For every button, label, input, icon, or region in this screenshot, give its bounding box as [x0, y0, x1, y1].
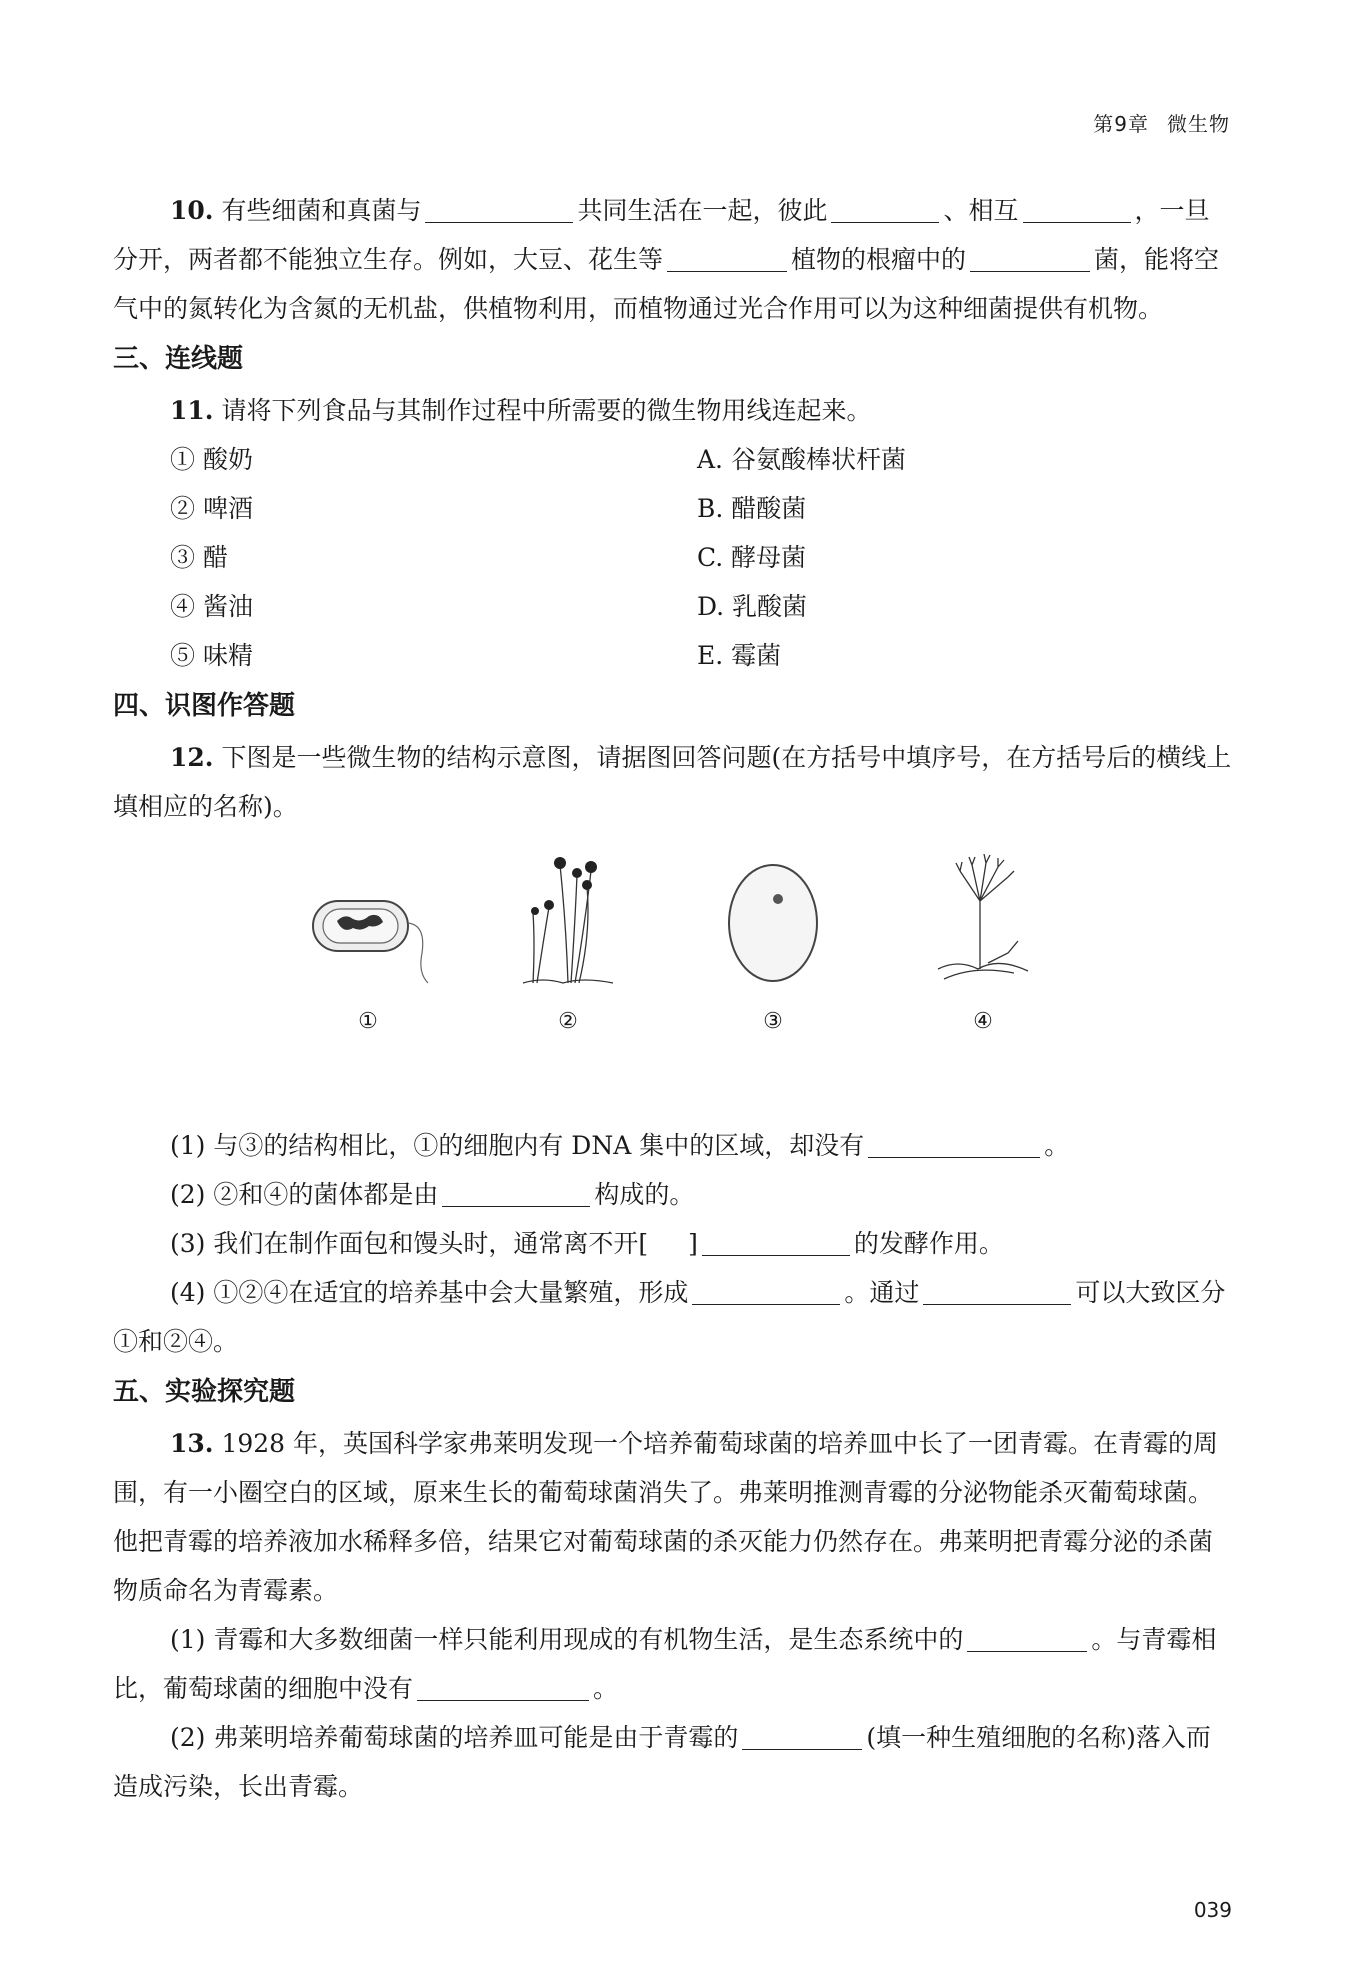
microbe-item[interactable]: E. 霉菌 [697, 641, 782, 670]
penicillium-illustration [928, 851, 1038, 991]
matching-columns [170, 435, 1233, 680]
bacterium-illustration [303, 851, 433, 991]
text-run: 。与青霉相比，葡萄球菌的细胞中没有 [113, 1625, 1217, 1703]
bracket-open: [ [638, 1229, 649, 1258]
section-heading: 三、连线题 [113, 344, 244, 374]
yeast-illustration [718, 851, 828, 991]
figure-mold-mucor [513, 851, 623, 1037]
bracket-close: ] [688, 1229, 698, 1258]
food-item[interactable]: ③ 醋 [170, 543, 228, 572]
answer-blank[interactable] [442, 1181, 590, 1207]
text-run: 可以大致区分①和②④。 [113, 1278, 1226, 1356]
answer-blank[interactable] [1023, 197, 1131, 223]
figure-yeast [718, 851, 828, 1037]
text-run: 。 [1044, 1131, 1070, 1160]
text-run: 。通过 [844, 1278, 920, 1307]
question-11 [113, 386, 1233, 435]
question-number: 10. [170, 196, 214, 225]
q12-subquestion-2 [113, 1170, 1233, 1219]
question-number: 13. [170, 1429, 214, 1458]
question-10 [113, 186, 1233, 333]
chapter-number: 第9章 [1093, 112, 1149, 136]
food-item[interactable]: ② 啤酒 [170, 494, 253, 523]
microbe-column [697, 435, 906, 680]
text-run: 共同生活在一起，彼此 [577, 196, 828, 225]
q12-subquestion-1 [113, 1121, 1233, 1170]
figure-caption: ② [558, 1009, 578, 1034]
text-run: (2) 弗莱明培养葡萄球菌的培养皿可能是由于青霉的 [170, 1723, 739, 1752]
answer-blank[interactable] [970, 246, 1090, 272]
question-number: 11. [170, 396, 214, 425]
text-run: (1) 与③的结构相比，①的细胞内有 DNA 集中的区域，却没有 [170, 1131, 865, 1160]
answer-blank[interactable] [868, 1132, 1040, 1158]
text-run: 、相互 [943, 196, 1019, 225]
mucor-illustration [513, 851, 623, 991]
figure-penicillium [928, 851, 1038, 1037]
figure-caption: ① [358, 1009, 378, 1034]
section-heading: 四、识图作答题 [113, 691, 296, 721]
text-run: (填一种生殖细胞的名称)落入而造成污染，长出青霉。 [113, 1723, 1211, 1801]
answer-blank[interactable] [923, 1279, 1071, 1305]
answer-blank[interactable] [417, 1675, 589, 1701]
text-run: (1) 青霉和大多数细菌一样只能利用现成的有机物生活，是生态系统中的 [170, 1625, 964, 1654]
question-text: 1928 年，英国科学家弗莱明发现一个培养葡萄球菌的培养皿中长了一团青霉。在青霉的周围，有一小圈空白的区域，原来生长的葡萄球菌消失了。弗莱明推测青霉的分泌物能杀灭葡萄球菌。他把青霉的培养液加水稀释多倍，结果它对葡萄球菌的杀灭能力仍然存在。弗莱明把青霉分泌的杀菌物质命名为青霉素。 [113, 1429, 1219, 1605]
q13-subquestion-1 [113, 1615, 1233, 1713]
question-text: 下图是一些微生物的结构示意图，请据图回答问题(在方括号中填序号，在方括号后的横线上填相应的名称)。 [113, 743, 1232, 821]
text-run: 的发酵作用。 [853, 1229, 1004, 1258]
question-12 [113, 733, 1233, 831]
text-run: ，一旦分开，两者都不能独立生存。例如，大豆、花生等 [113, 196, 1210, 274]
food-item[interactable]: ⑤ 味精 [170, 641, 253, 670]
microbe-item[interactable]: D. 乳酸菌 [697, 592, 808, 621]
text-run: 植物的根瘤中的 [791, 245, 967, 274]
food-item[interactable]: ① 酸奶 [170, 445, 253, 474]
answer-blank[interactable] [692, 1279, 840, 1305]
food-column [170, 435, 253, 680]
text-run: 。 [593, 1674, 619, 1703]
page-content [113, 186, 1233, 1811]
answer-blank[interactable] [702, 1230, 850, 1256]
chapter-title: 微生物 [1167, 112, 1230, 136]
figure-caption: ③ [763, 1009, 783, 1034]
figure-caption: ④ [973, 1009, 993, 1034]
q12-subquestion-4 [113, 1268, 1233, 1366]
text-run: 构成的。 [594, 1180, 695, 1209]
answer-blank[interactable] [967, 1626, 1087, 1652]
answer-blank[interactable] [742, 1724, 862, 1750]
text-run: 有些细菌和真菌与 [221, 196, 422, 225]
section-heading: 五、实验探究题 [113, 1377, 296, 1407]
question-text: 请将下列食品与其制作过程中所需要的微生物用线连起来。 [221, 396, 872, 425]
answer-blank[interactable] [425, 197, 573, 223]
answer-blank[interactable] [831, 197, 939, 223]
text-run: (3) 我们在制作面包和馒头时，通常离不开 [170, 1229, 639, 1258]
text-run: (2) ②和④的菌体都是由 [170, 1180, 439, 1209]
page-number: 039 [1193, 1898, 1232, 1922]
text-run: (4) ①②④在适宜的培养基中会大量繁殖，形成 [170, 1278, 689, 1307]
figure-bacterium [303, 851, 433, 1037]
question-number: 12. [170, 743, 214, 772]
food-item[interactable]: ④ 酱油 [170, 592, 253, 621]
question-13 [113, 1419, 1233, 1615]
microbe-figures [113, 851, 1233, 1121]
microbe-item[interactable]: B. 醋酸菌 [697, 494, 807, 523]
answer-blank[interactable] [667, 246, 787, 272]
microbe-item[interactable]: C. 酵母菌 [697, 543, 807, 572]
q13-subquestion-2 [113, 1713, 1233, 1811]
q12-subquestion-3 [113, 1219, 1233, 1268]
text-run: 菌，能将空气中的氮转化为含氮的无机盐，供植物利用，而植物通过光合作用可以为这种细菌提供有机物。 [113, 245, 1220, 323]
running-header [1093, 108, 1230, 137]
microbe-item[interactable]: A. 谷氨酸棒状杆菌 [697, 445, 906, 474]
